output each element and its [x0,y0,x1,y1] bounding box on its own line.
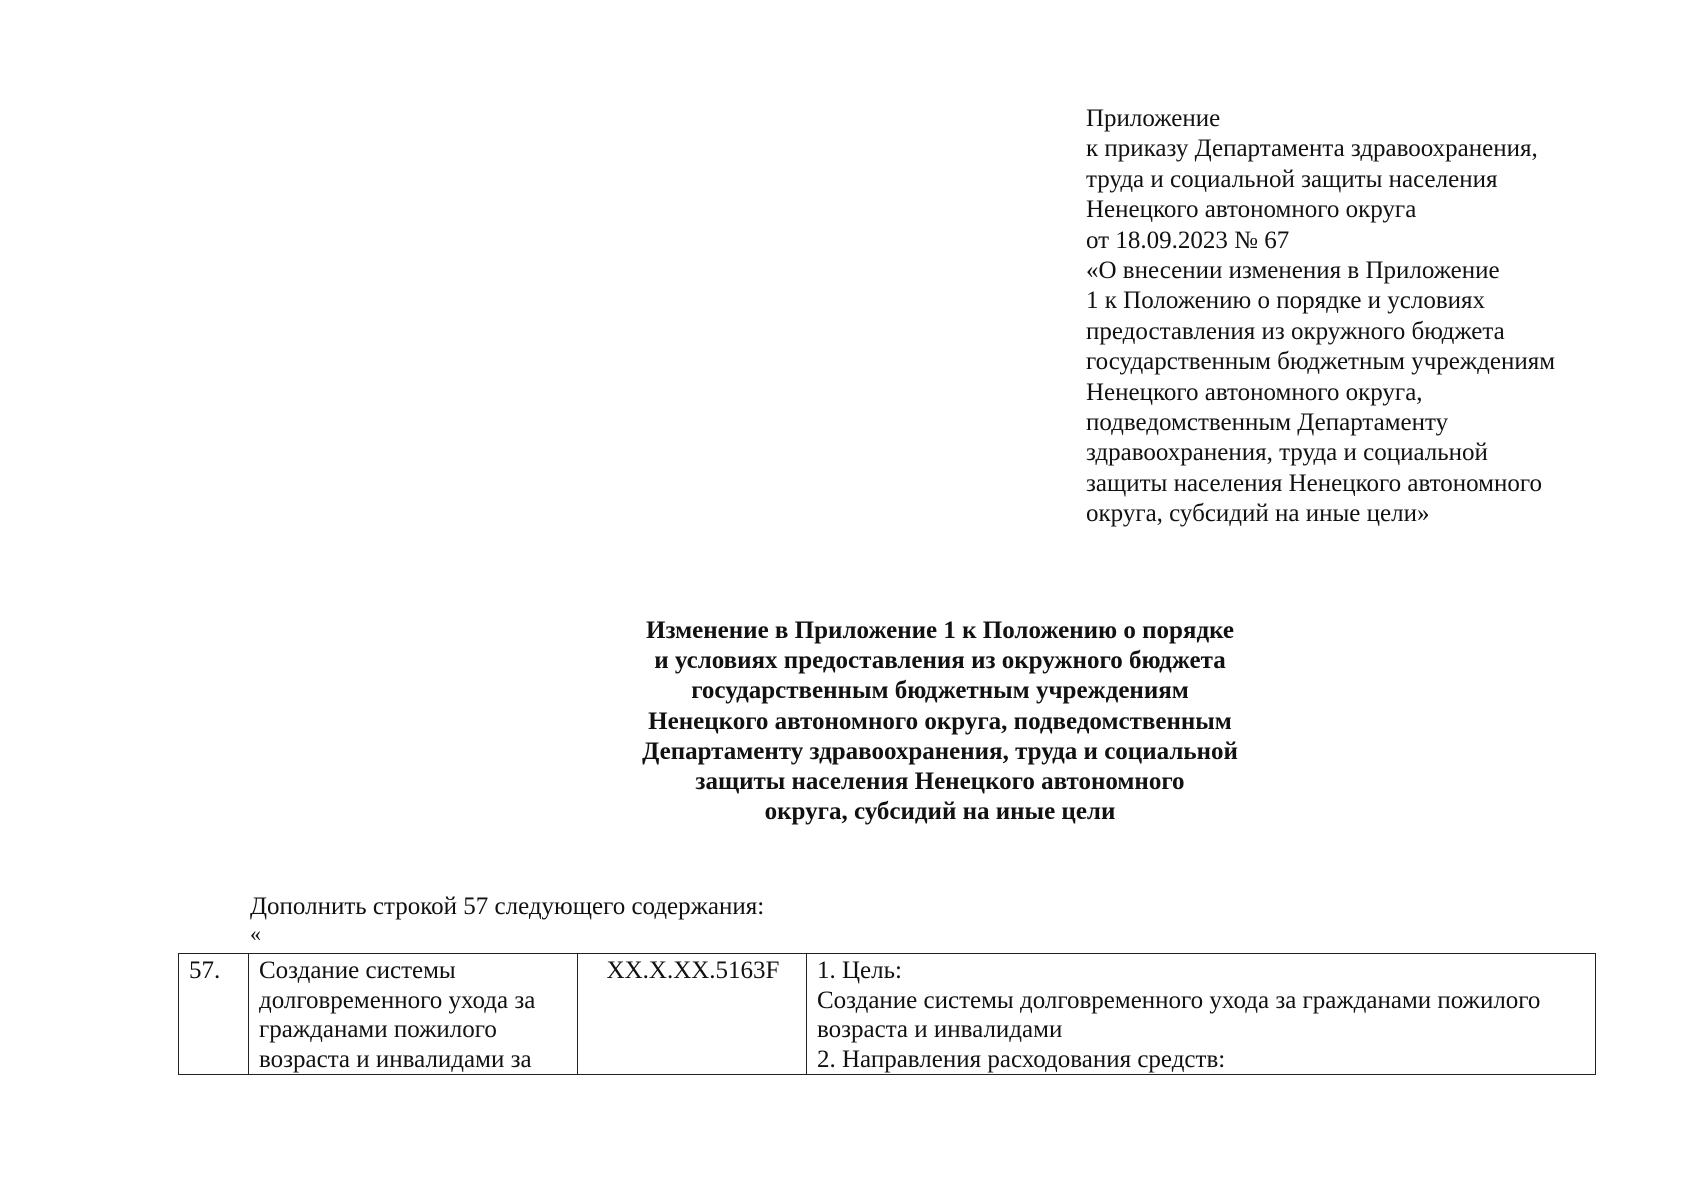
change-table [178,953,1596,1075]
appendix-line: труда и социальной защиты населения [1086,165,1498,193]
table-row [179,954,1596,1075]
name-line: Создание системы [259,957,456,984]
description-line: 1. Цель: [817,957,902,984]
appendix-line: «О внесении изменения в Приложение [1086,257,1500,285]
open-quote-mark: « [250,921,261,946]
appendix-line: Приложение [1086,105,1221,132]
heading-line: Департаменту здравоохранения, труда и социальной [642,737,1238,765]
description-line: 2. Направления расходования средств: [817,1045,1226,1073]
heading-line: защиты населения Ненецкого автономного [695,768,1185,796]
appendix-line: подведомственным Департаменту [1086,409,1449,437]
row-description-cell [807,954,1596,1075]
heading-line: государственным бюджетным учреждениям [691,677,1189,705]
appendix-line: Ненецкого автономного округа [1086,196,1417,224]
heading-line: Изменение в Приложение 1 к Положению о порядке [646,617,1234,644]
appendix-line: 1 к Положению о порядке и условиях [1086,287,1486,315]
name-line: долговременного ухода за [259,986,536,1014]
intro-text: Дополнить строкой 57 следующего содержания: [250,893,765,920]
document-heading [500,616,1380,827]
row-number-cell: 57. [179,954,249,1075]
description-line: Создание системы долговременного ухода за гражданами пожилого [817,986,1541,1014]
heading-line: округа, субсидий на иные цели [764,798,1116,826]
appendix-line: защиты населения Ненецкого автономного [1086,469,1542,497]
appendix-line: государственным бюджетным учреждениям [1086,348,1556,376]
name-line: возраста и инвалидами за [259,1045,532,1073]
appendix-line: здравоохранения, труда и социальной [1086,439,1488,467]
name-line: гражданами пожилого [259,1016,497,1043]
appendix-line: округа, субсидий на иные цели» [1086,500,1430,528]
row-name-cell [249,954,578,1075]
description-line: возраста и инвалидами [817,1016,1063,1043]
heading-line: Ненецкого автономного округа, подведомственным [648,707,1232,735]
appendix-line: к приказу Департамента здравоохранения, [1086,135,1538,163]
appendix-line: предоставления из окружного бюджета [1086,317,1505,345]
appendix-note [1086,104,1646,530]
appendix-line: Ненецкого автономного округа, [1086,378,1423,406]
heading-line: и условиях предоставления из окружного бюджета [654,647,1226,675]
appendix-line: от 18.09.2023 № 67 [1086,226,1290,254]
row-code-cell: XX.X.XX.5163F [578,954,807,1075]
